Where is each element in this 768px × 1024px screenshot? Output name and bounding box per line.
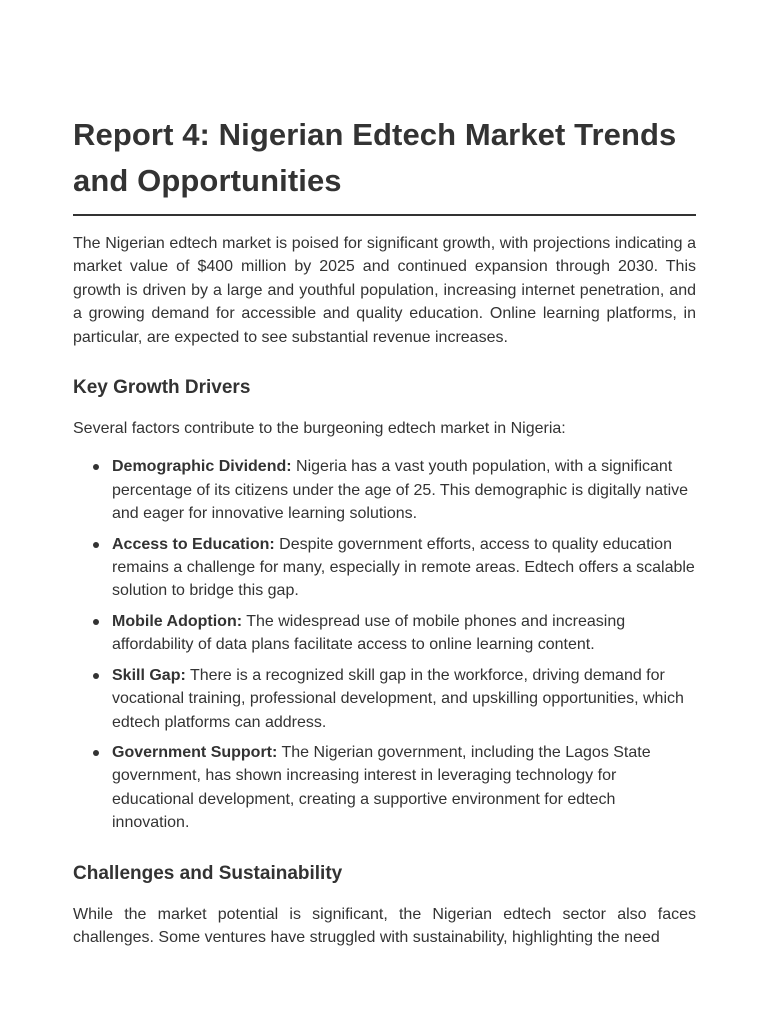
document-content (73, 112, 696, 949)
bullet-term: Government Support: (112, 743, 278, 761)
bullet-term: Access to Education: (112, 535, 275, 553)
bullet-text: Nigeria has a vast youth population, with a significant percentage of its citizens under the age of 25. This demographic is digitally native and eager for innovative learning solutions. (112, 458, 689, 523)
bullet-text: Despite government efforts, access to quality education remains a challenge for many, especially in remote areas. Edtech offers a scalable solution to bridge this gap. (112, 535, 695, 600)
list-item (112, 455, 696, 525)
bullet-icon (93, 464, 99, 470)
section-heading-challenges: Challenges and Sustainability (73, 862, 343, 884)
list-item (112, 664, 696, 734)
growth-drivers-lead: Several factors contribute to the burgeoning edtech market in Nigeria: (73, 420, 566, 438)
challenges-paragraph: While the market potential is significant, the Nigerian edtech sector also faces challenges. Some ventures have struggled with sustainability, highlighting the need (73, 905, 696, 946)
growth-drivers-list (73, 455, 696, 834)
bullet-icon (93, 673, 99, 679)
list-item (112, 741, 696, 835)
bullet-icon (93, 750, 99, 756)
list-item (112, 610, 696, 657)
section-heading-growth-drivers: Key Growth Drivers (73, 377, 251, 399)
list-item (112, 533, 696, 603)
bullet-text: The Nigerian government, including the Lagos State government, has shown increasing interest in leveraging technology for educational development, creating a supportive environment for edtech innovation. (112, 743, 651, 832)
bullet-text: The widespread use of mobile phones and increasing affordability of data plans facilitate access to online learning content. (112, 612, 626, 654)
bullet-term: Mobile Adoption: (112, 612, 243, 630)
bullet-text: There is a recognized skill gap in the workforce, driving demand for vocational training, professional development, and upskilling opportunities, which edtech platforms can address. (112, 666, 684, 731)
bullet-icon (93, 542, 99, 548)
bullet-term: Skill Gap: (112, 666, 186, 684)
page-title: Report 4: Nigerian Edtech Market Trends and Opportunities (73, 112, 696, 216)
intro-paragraph: The Nigerian edtech market is poised for significant growth, with projections indicating a market value of $400 million by 2025 and continued expansion through 2030. This growth is driven by a large and youthful population, increasing internet penetration, and a growing demand for accessible and quality education. Online learning platforms, in particular, are expected to see substantial revenue increases. (73, 235, 696, 346)
bullet-term: Demographic Dividend: (112, 458, 292, 476)
bullet-icon (93, 619, 99, 625)
